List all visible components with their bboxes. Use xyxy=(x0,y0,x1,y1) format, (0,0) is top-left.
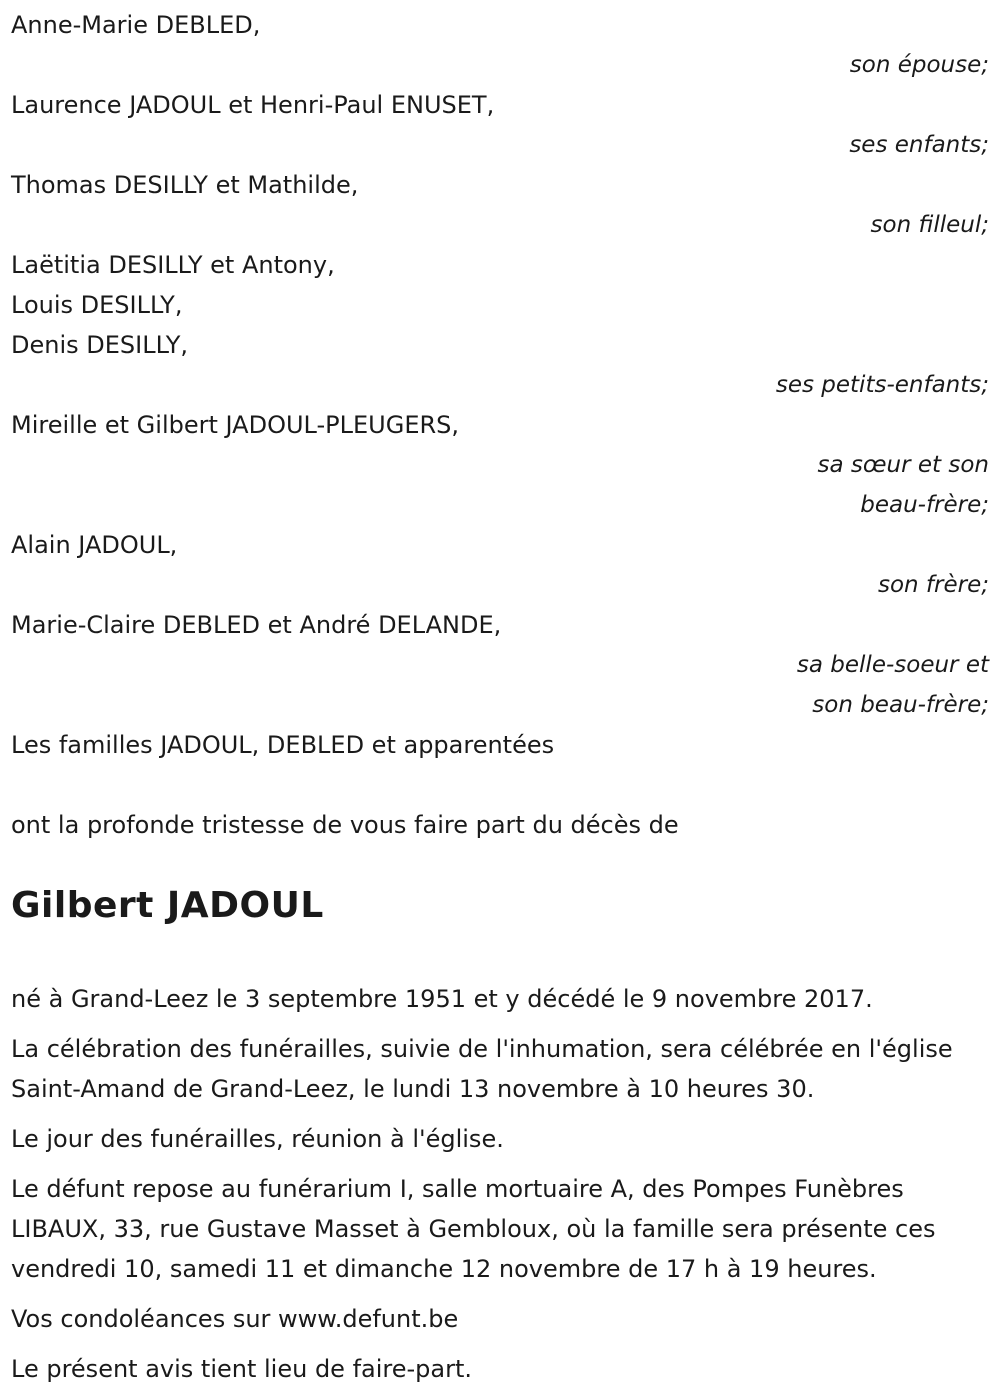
family-block-spouse xyxy=(11,5,991,85)
family-name-line: Laurence JADOUL et Henri-Paul ENUSET, xyxy=(11,91,495,119)
notice-paragraph: Le présent avis tient lieu de faire-part. xyxy=(11,1355,473,1383)
family-block-grandchildren xyxy=(11,245,991,405)
family-role-line: sa sœur et son xyxy=(817,452,989,478)
family-role-line: ses petits-enfants; xyxy=(775,372,989,398)
family-block-sister xyxy=(11,405,991,525)
family-role-line: son beau-frère; xyxy=(812,692,989,718)
family-role-line: son filleul; xyxy=(870,212,989,238)
family-name-line: Louis DESILLY, xyxy=(11,291,183,319)
family-name-line: Marie-Claire DEBLED et André DELANDE, xyxy=(11,611,502,639)
family-role-line: ses enfants; xyxy=(849,132,989,158)
family-name-line: Thomas DESILLY et Mathilde, xyxy=(11,171,359,199)
gathering-paragraph: Le jour des funérailles, réunion à l'église. xyxy=(11,1125,504,1153)
family-role-line: son épouse; xyxy=(849,52,989,78)
family-role-line: sa belle-soeur et xyxy=(796,652,989,678)
family-name-line: Mireille et Gilbert JADOUL-PLEUGERS, xyxy=(11,411,460,439)
family-block-godson xyxy=(11,165,991,245)
family-block-sister-in-law xyxy=(11,605,991,725)
family-role-line: beau-frère; xyxy=(860,492,989,518)
family-name-line: Anne-Marie DEBLED, xyxy=(11,11,261,39)
family-name-line: Laëtitia DESILLY et Antony, xyxy=(11,251,335,279)
family-role-line: son frère; xyxy=(877,572,989,598)
visitation-paragraph: Le défunt repose au funérarium I, salle mortuaire A, des Pompes Funèbres LIBAUX, 33, rue Gustave Masset à Gembloux, où la famille sera présente ces vendredi 10, samedi 11 et dimanche 12 novembre de 17 h à 19 heures. xyxy=(11,1175,936,1283)
family-name-line: Alain JADOUL, xyxy=(11,531,178,559)
family-block-children xyxy=(11,85,991,165)
condolences-paragraph: Vos condoléances sur www.defunt.be xyxy=(11,1305,459,1333)
family-block-brother xyxy=(11,525,991,605)
family-name-line: Les familles JADOUL, DEBLED et apparentées xyxy=(11,731,555,759)
ceremony-paragraph: La célébration des funérailles, suivie de l'inhumation, sera célébrée en l'église Saint-Amand de Grand-Leez, le lundi 13 novembre à 10 heures 30. xyxy=(11,1035,953,1103)
announcement-intro: ont la profonde tristesse de vous faire part du décès de xyxy=(11,811,679,839)
family-block-families xyxy=(11,725,991,765)
birth-death-paragraph: né à Grand-Leez le 3 septembre 1951 et y décédé le 9 novembre 2017. xyxy=(11,985,873,1013)
obituary-notice xyxy=(11,0,991,1399)
family-name-line: Denis DESILLY, xyxy=(11,331,189,359)
deceased-name: Gilbert JADOUL xyxy=(11,885,324,926)
funeral-details xyxy=(11,979,991,1389)
